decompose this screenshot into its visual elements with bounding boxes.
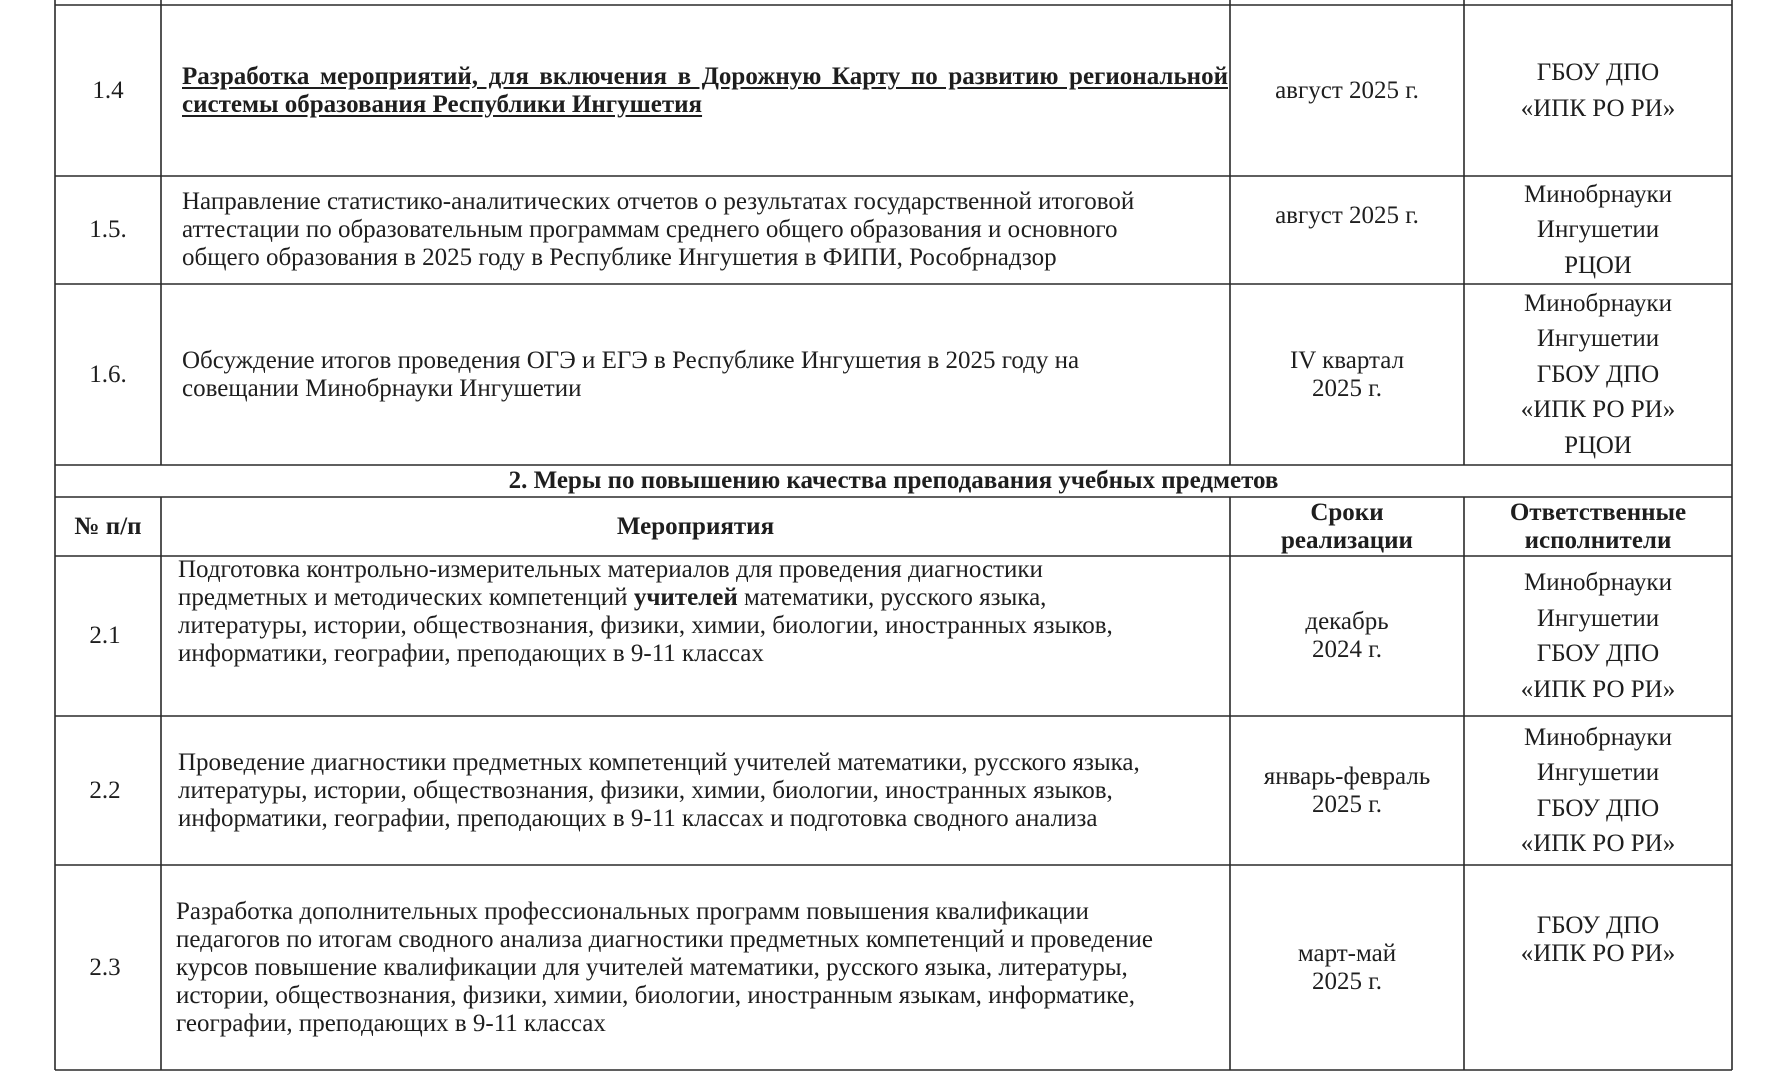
header-measure-text: Мероприятия [616, 512, 775, 540]
responsible-text: ГБОУ ДПО «ИПК РО РИ» [1520, 912, 1676, 967]
responsible-text: Минобрнауки Ингушетии ГБОУ ДПО «ИПК РО РИ» [1520, 723, 1676, 857]
measure-text: Проведение диагностики предметных компетенций учителей математики, русского языка, литературы, истории, обществознания, физики, химии, биологии, иностранных языков, информатики, географии, преподающих в 9-11 классах и подготовка сводного анализа [178, 748, 1140, 832]
row-number-cell [55, 284, 161, 465]
row-number: 1.5. [89, 216, 127, 243]
measure-cell [178, 716, 1228, 865]
deadline-text: март-май 2025 г. [1297, 939, 1397, 995]
row-number-cell [55, 716, 155, 865]
deadline-cell [1230, 716, 1464, 865]
header-num-text: № п/п [74, 512, 142, 540]
responsible-text: Минобрнауки Ингушетии ГБОУ ДПО «ИПК РО РИ» РЦОИ [1520, 289, 1676, 459]
row-number: 2.3 [89, 953, 121, 981]
responsible-cell [1464, 284, 1732, 465]
deadline-cell [1230, 176, 1464, 256]
measure-text-bold: учителей [633, 584, 738, 611]
section-title-text: 2. Меры по повышению качества преподавания учебных предметов [508, 467, 1279, 494]
header-responsible-text: Ответственные исполнители [1509, 498, 1687, 554]
header-deadline-text: Сроки реализации [1281, 498, 1413, 554]
responsible-cell [1464, 556, 1732, 716]
deadline-text: август 2025 г. [1275, 76, 1419, 104]
measure-text: Разработка мероприятий, для включения в Дорожную Карту по развитию региональной системы образования Республики Ингушетия [182, 62, 1228, 118]
measure-text: Обсуждение итогов проведения ОГЭ и ЕГЭ в Республике Ингушетия в 2025 году на совещании Минобрнауки Ингушетии [182, 346, 1080, 402]
row-number-cell [55, 865, 155, 1070]
responsible-text: Минобрнауки Ингушетии ГБОУ ДПО «ИПК РО РИ» [1520, 569, 1676, 703]
measure-text: Разработка дополнительных профессиональных программ повышения квалификации педагогов по итогам сводного анализа диагностики предметных компетенций и проведение курсов повышение квалификации для учителей математики, русского языка, литературы, истории, обществознания, физики, химии, биологии, иностранным языкам, информатике, географии, преподающих в 9-11 классах [176, 897, 1154, 1037]
row-number: 2.2 [89, 776, 121, 804]
deadline-cell [1230, 556, 1464, 716]
header-responsible [1464, 497, 1732, 556]
measure-cell [182, 284, 1228, 465]
section-title [55, 465, 1732, 497]
header-measure [161, 497, 1230, 556]
row-number-cell [55, 176, 161, 284]
responsible-cell [1464, 865, 1732, 1015]
deadline-text: январь-февраль 2025 г. [1263, 762, 1431, 818]
measure-text-part: математики, русского языка, литературы, истории, обществознания, физики, химии, биологии, иностранных языков, информатики, географии, преподающих в 9-11 классах [178, 584, 1113, 667]
header-deadline [1230, 497, 1464, 556]
row-number: 1.4 [92, 76, 124, 104]
row-number-cell [55, 556, 155, 716]
deadline-text: декабрь 2024 г. [1305, 608, 1389, 663]
header-num [55, 497, 161, 556]
responsible-cell [1464, 716, 1732, 865]
measure-text [178, 556, 1113, 668]
deadline-cell [1230, 865, 1464, 1070]
row-number-cell [55, 5, 161, 176]
responsible-cell [1464, 176, 1732, 284]
responsible-text: ГБОУ ДПО «ИПК РО РИ» [1520, 59, 1676, 122]
measure-cell [182, 176, 1228, 284]
deadline-text: IV квартал 2025 г. [1289, 346, 1405, 402]
responsible-cell [1464, 5, 1732, 176]
measure-text-part: Подготовка контрольно-измерительных материалов для проведения диагностики предметных и методических компетенций [178, 556, 1043, 611]
row-number: 1.6. [89, 360, 127, 388]
measure-cell [182, 5, 1228, 176]
deadline-cell [1230, 5, 1464, 176]
row-number: 2.1 [89, 622, 121, 649]
measure-cell [178, 556, 1228, 716]
measure-cell [176, 865, 1228, 1070]
deadline-text: август 2025 г. [1275, 202, 1419, 229]
deadline-cell [1230, 284, 1464, 465]
responsible-text: Минобрнауки Ингушетии РЦОИ [1524, 180, 1672, 279]
measure-text: Направление статистико-аналитических отчетов о результатах государственной итоговой аттестации по образовательным программам среднего общего образования и основного общего образования в 2025 году в Республике Ингушетия в ФИПИ, Рособрнадзор [182, 188, 1135, 271]
